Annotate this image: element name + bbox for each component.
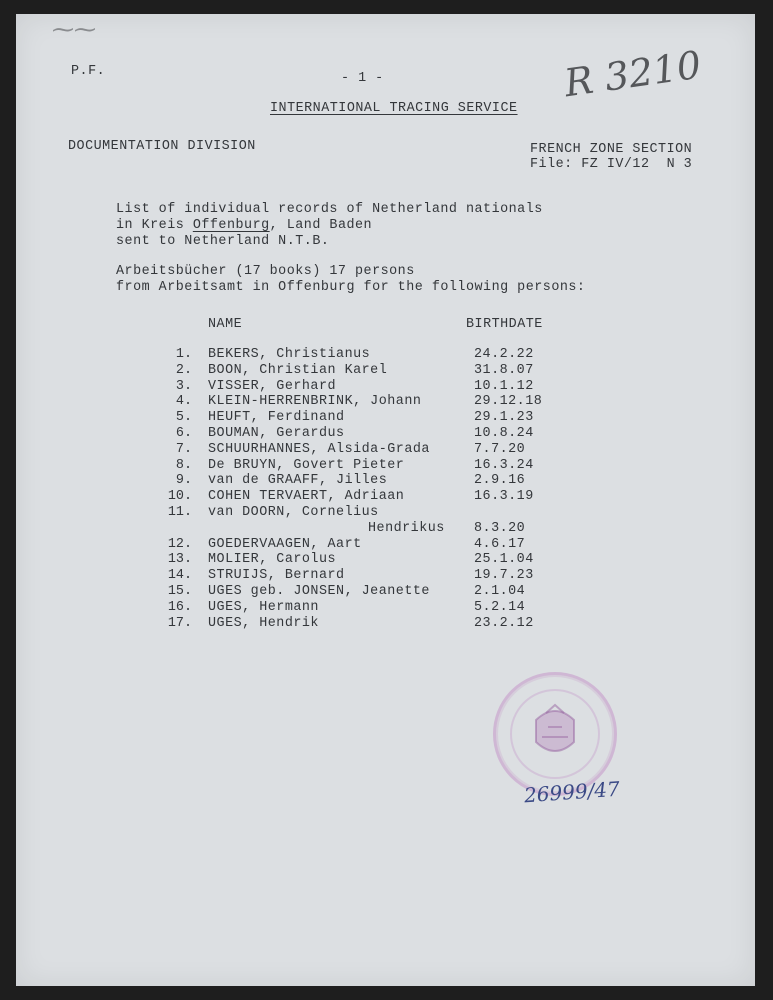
section-label: FRENCH ZONE SECTION — [530, 142, 693, 157]
handwritten-number: 26999/47 — [523, 776, 621, 808]
record-birthdate: 7.7.20 — [474, 441, 526, 457]
record-name: BOON, Christian Karel — [208, 362, 388, 378]
record-birthdate: 5.2.14 — [474, 599, 526, 615]
record-number: 3. — [175, 378, 192, 394]
record-number: 12. — [167, 536, 192, 552]
record-name: UGES geb. JONSEN, Jeanette — [208, 584, 430, 599]
record-number: 1. — [175, 347, 192, 362]
record-number: 15. — [167, 584, 192, 599]
corner-mark: P.F. — [71, 64, 106, 79]
place-name: Offenburg — [192, 218, 270, 233]
record-name: BOUMAN, Gerardus — [208, 426, 345, 441]
record-birthdate: 31.8.07 — [474, 362, 534, 378]
file-reference: File: FZ IV/12 N 3 — [530, 157, 693, 172]
record-birthdate: 29.1.23 — [474, 410, 534, 426]
record-number: 6. — [175, 426, 192, 441]
page-number: - 1 - — [341, 71, 384, 86]
column-header-birthdate: BIRTHDATE — [466, 317, 543, 332]
record-name: BEKERS, Christianus — [208, 347, 371, 362]
record-birthdate: 24.2.22 — [474, 347, 534, 362]
record-birthdate: 2.1.04 — [474, 584, 526, 599]
document-page — [16, 14, 755, 986]
column-header-name: NAME — [208, 317, 243, 332]
intro-line-2: in Kreis Offenburg, Land Baden — [116, 218, 373, 233]
record-number: 4. — [175, 394, 192, 410]
record-number: 9. — [175, 473, 192, 489]
record-name: UGES, Hendrik — [208, 615, 319, 631]
record-number: 11. — [167, 505, 192, 520]
handwritten-reference: R 3210 — [561, 42, 704, 106]
record-name: Hendrikus — [368, 520, 445, 536]
pencil-mark: ⁓⁓ — [52, 18, 96, 43]
record-number: 17. — [167, 615, 192, 631]
record-number: 16. — [167, 599, 192, 615]
books-line-2: from Arbeitsamt in Offenburg for the following persons: — [116, 280, 586, 295]
record-birthdate: 16.3.24 — [474, 457, 534, 473]
record-birthdate: 8.3.20 — [474, 520, 526, 536]
record-birthdate: 2.9.16 — [474, 473, 526, 489]
record-birthdate: 19.7.23 — [474, 568, 534, 584]
record-birthdate: 29.12.18 — [474, 394, 543, 410]
record-number: 8. — [175, 457, 192, 473]
record-name: KLEIN-HERRENBRINK, Johann — [208, 394, 422, 410]
record-name: GOEDERVAAGEN, Aart — [208, 536, 362, 552]
record-birthdate: 10.1.12 — [474, 378, 534, 394]
books-line-1: Arbeitsbücher (17 books) 17 persons — [116, 264, 415, 279]
record-number: 13. — [167, 552, 192, 568]
record-name: De BRUYN, Govert Pieter — [208, 457, 405, 473]
intro-line-3: sent to Netherland N.T.B. — [116, 234, 330, 249]
record-name: COHEN TERVAERT, Adriaan — [208, 489, 405, 505]
record-number: 5. — [175, 410, 192, 426]
record-number: 7. — [175, 441, 192, 457]
division-label: DOCUMENTATION DIVISION — [68, 139, 256, 154]
record-birthdate: 10.8.24 — [474, 426, 534, 441]
record-name: MOLIER, Carolus — [208, 552, 337, 568]
record-number: 10. — [167, 489, 192, 505]
record-name: VISSER, Gerhard — [208, 378, 337, 394]
record-name: SCHUURHANNES, Alsida-Grada — [208, 441, 430, 457]
crest-icon — [496, 675, 614, 793]
record-name: STRUIJS, Bernard — [208, 568, 345, 584]
record-number: 2. — [175, 362, 192, 378]
record-birthdate: 25.1.04 — [474, 552, 534, 568]
record-name: van de GRAAFF, Jilles — [208, 473, 388, 489]
record-name: HEUFT, Ferdinand — [208, 410, 345, 426]
record-birthdate: 23.2.12 — [474, 615, 534, 631]
record-number: 14. — [167, 568, 192, 584]
record-name: UGES, Hermann — [208, 599, 319, 615]
record-birthdate: 4.6.17 — [474, 536, 526, 552]
intro-line-1: List of individual records of Netherland nationals — [116, 202, 543, 217]
record-birthdate: 16.3.19 — [474, 489, 534, 505]
document-title: INTERNATIONAL TRACING SERVICE — [270, 101, 518, 116]
record-name: van DOORN, Cornelius — [208, 505, 379, 520]
